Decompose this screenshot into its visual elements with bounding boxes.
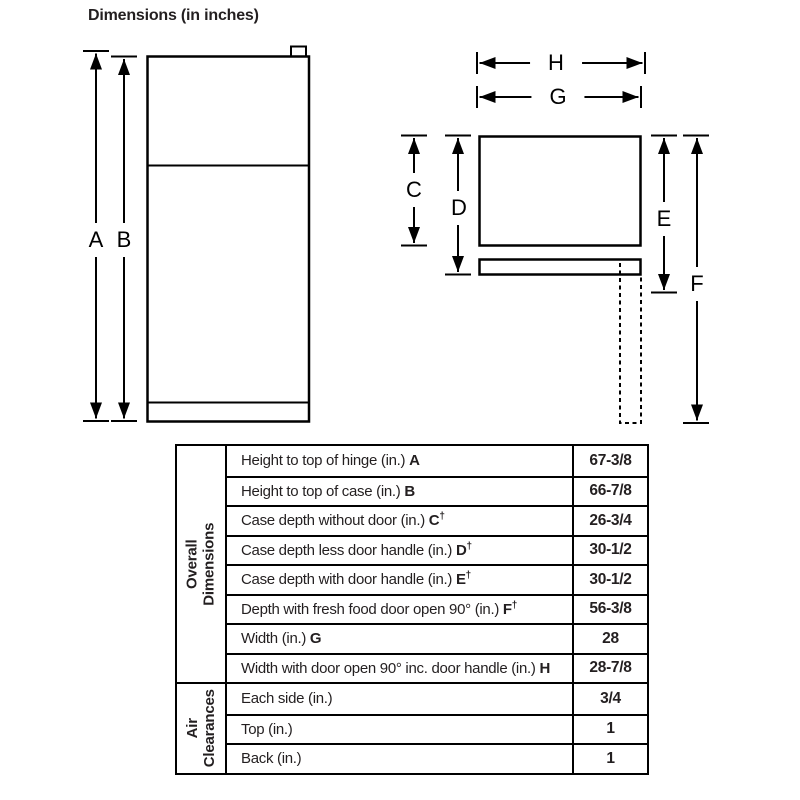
dim-label-d: D [446,191,472,225]
page-title: Dimensions (in inches) [88,7,259,24]
row-value-cell: 56-3/8 [572,596,647,624]
dim-label-h: H [530,49,582,77]
table-row [227,476,647,506]
table-row [227,564,647,594]
group-label-line: Air [183,718,201,739]
row-value-cell: 1 [572,745,647,773]
row-value-cell: 3/4 [572,684,647,714]
dim-label-a: A [84,223,109,257]
group-label-line: Overall [183,539,201,589]
door-open-dashed-outline [620,263,641,423]
row-value-cell: 1 [572,716,647,744]
table-group-overall-dimensions [177,446,647,682]
group-label-line: Dimensions [201,522,218,606]
row-label-cell: Case depth less door handle (in.) D† [241,540,472,559]
row-label-cell: Height to top of case (in.) B [241,482,415,500]
row-label-cell: Each side (in.) [241,690,333,708]
group-label-air-clearances [184,689,219,767]
row-label-cell: Case depth with door handle (in.) E† [241,570,471,589]
table-row [227,505,647,535]
table-row [227,623,647,653]
dim-label-e: E [652,202,677,236]
refrigerator-front-view [148,47,310,422]
row-value-cell: 67-3/8 [572,446,647,476]
table-row [227,743,647,773]
row-label-cell: Width (in.) G [241,630,322,648]
row-value-cell: 30-1/2 [572,566,647,594]
row-value-cell: 26-3/4 [572,507,647,535]
table-row [227,535,647,565]
table-group-air-clearances [177,682,647,773]
row-value-cell: 30-1/2 [572,537,647,565]
dim-label-b: B [112,223,137,257]
hinge-tab [291,47,306,57]
dim-label-g: G [531,83,584,111]
door-panel-outline [480,260,641,275]
row-label-cell: Back (in.) [241,750,302,768]
row-label-cell: Depth with fresh food door open 90° (in.) F† [241,599,518,618]
row-label-cell: Case depth without door (in.) C† [241,511,445,530]
table-row [227,653,647,683]
table-row [227,594,647,624]
row-label-cell: Width with door open 90° inc. door handle (in.) H [241,659,550,677]
row-value-cell: 66-7/8 [572,478,647,506]
group-header-cell [177,446,227,682]
refrigerator-case-outline [148,57,310,422]
group-rows [227,446,647,682]
dimensions-table [175,444,649,775]
row-label-cell: Height to top of hinge (in.) A [241,452,420,470]
table-row [227,714,647,744]
group-rows [227,684,647,773]
refrigerator-top-view [480,137,642,424]
table-row [227,446,647,476]
row-label-cell: Top (in.) [241,720,293,738]
case-top-outline [480,137,641,246]
group-label-line: Clearances [201,689,218,768]
table-row [227,684,647,714]
row-value-cell: 28-7/8 [572,655,647,683]
group-header-cell [177,684,227,773]
row-value-cell: 28 [572,625,647,653]
group-label-overall-dimensions [184,522,219,605]
dim-label-c: C [401,173,427,207]
dim-label-f: F [685,267,708,301]
